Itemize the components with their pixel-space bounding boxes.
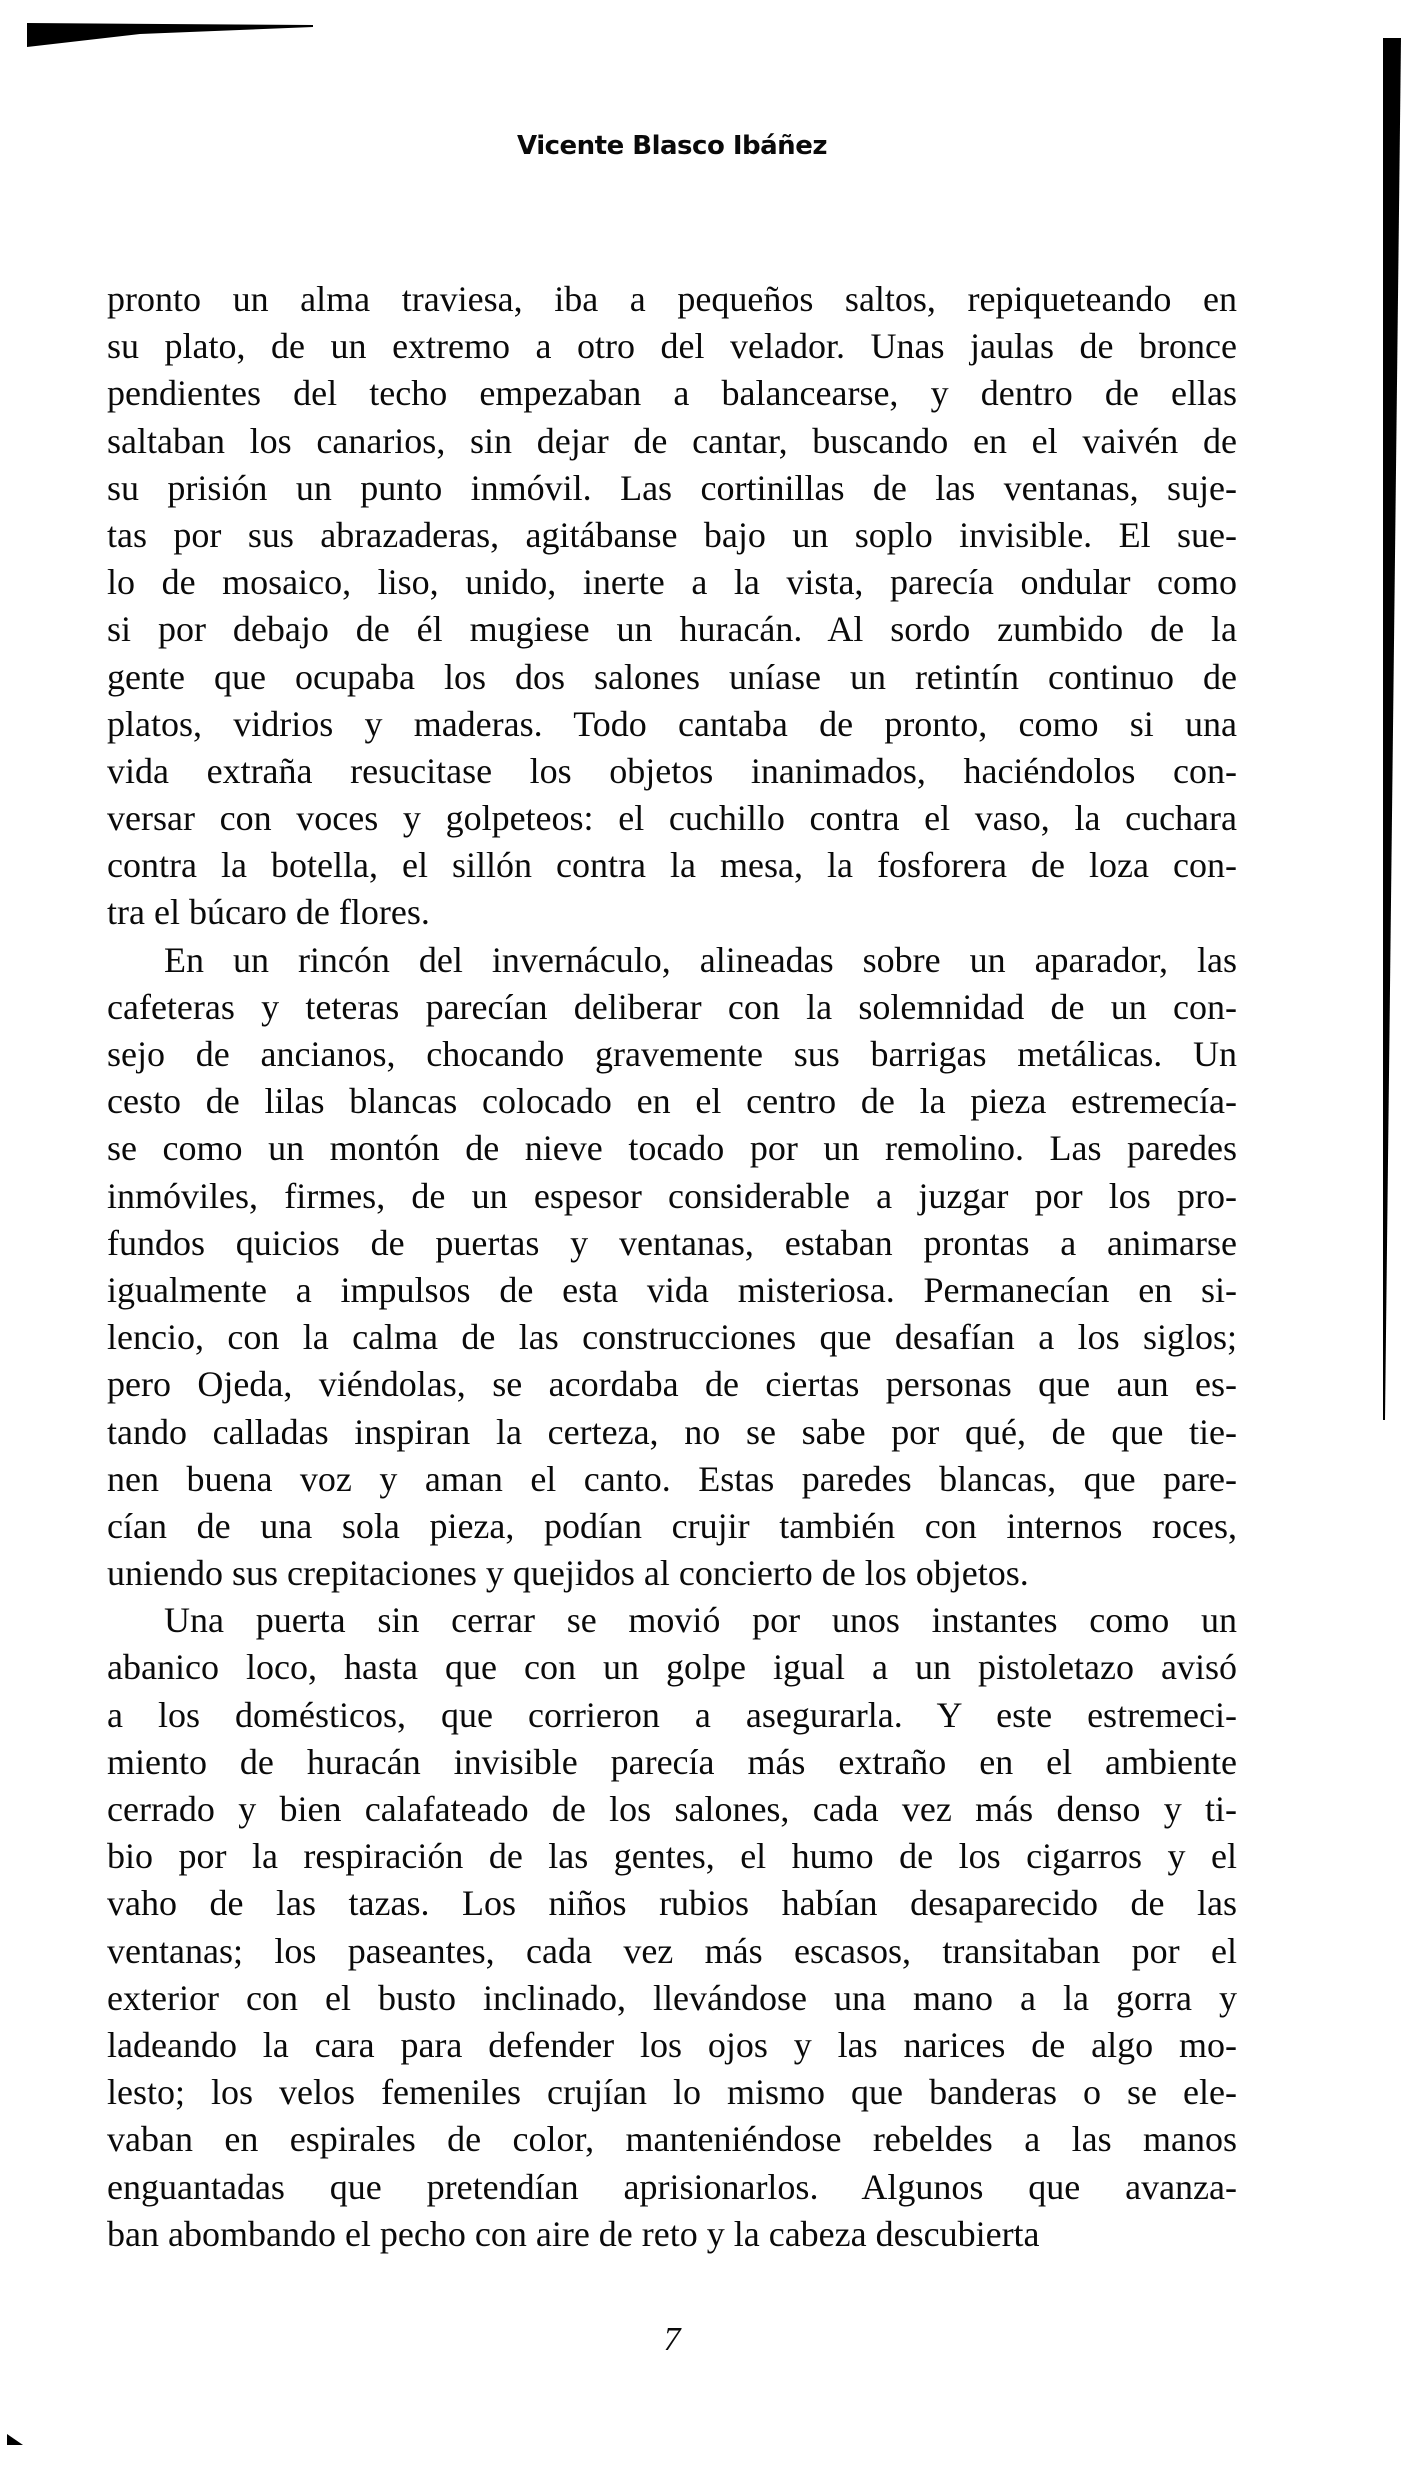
text-line: gente que ocupaba los dos salones uníase un retintín continuo de bbox=[107, 656, 1237, 697]
text-line: En un rincón del invernáculo, alineadas sobre un aparador, las bbox=[164, 939, 1237, 980]
text-line: abanico loco, hasta que con un golpe igual a un pistoletazo avisó bbox=[107, 1647, 1237, 1688]
text-line: ventanas; los paseantes, cada vez más escasos, transitaban por el bbox=[107, 1930, 1237, 1971]
paragraph bbox=[107, 937, 1237, 1598]
text-line: pronto un alma traviesa, iba a pequeños saltos, repiqueteando en bbox=[107, 279, 1237, 319]
right-edge-scan-shadow bbox=[1383, 38, 1401, 1420]
bottom-left-scan-mark bbox=[7, 2434, 23, 2445]
text-line: bio por la respiración de las gentes, el humo de los cigarros y el bbox=[107, 1836, 1237, 1877]
top-left-scan-shadow bbox=[27, 23, 313, 47]
text-line: nen buena voz y aman el canto. Estas paredes blancas, que pare- bbox=[107, 1458, 1237, 1499]
text-line: cesto de lilas blancas colocado en el centro de la pieza estremecía- bbox=[107, 1081, 1237, 1122]
text-line: vaban en espirales de color, manteniéndose rebeldes a las manos bbox=[107, 2119, 1237, 2160]
text-line: se como un montón de nieve tocado por un remolino. Las paredes bbox=[107, 1128, 1237, 1169]
text-line: lesto; los velos femeniles crujían lo mismo que banderas o se ele- bbox=[107, 2072, 1237, 2113]
text-line: sejo de ancianos, chocando gravemente sus barrigas metálicas. Un bbox=[107, 1034, 1237, 1074]
text-line: si por debajo de él mugiese un huracán. Al sordo zumbido de la bbox=[107, 609, 1237, 650]
paragraph bbox=[107, 276, 1237, 937]
body-text bbox=[107, 276, 1237, 2258]
text-line: contra la botella, el sillón contra la mesa, la fosforera de loza con- bbox=[107, 845, 1237, 886]
text-line: tas por sus abrazaderas, agitábanse bajo un soplo invisible. El sue- bbox=[107, 514, 1237, 555]
text-line: tra el búcaro de flores. bbox=[107, 892, 430, 933]
text-line: Una puerta sin cerrar se movió por unos instantes como un bbox=[164, 1600, 1237, 1641]
text-line: platos, vidrios y maderas. Todo cantaba de pronto, como si una bbox=[107, 703, 1237, 744]
text-line: pendientes del techo empezaban a balancearse, y dentro de ellas bbox=[107, 373, 1237, 414]
text-line: a los domésticos, que corrieron a asegurarla. Y este estremeci- bbox=[107, 1694, 1237, 1735]
page-number: 7 bbox=[663, 2321, 681, 2358]
text-line: lo de mosaico, liso, unido, inerte a la vista, parecía ondular como bbox=[107, 562, 1237, 603]
text-line: fundos quicios de puertas y ventanas, estaban prontas a animarse bbox=[107, 1222, 1237, 1263]
text-line: inmóviles, firmes, de un espesor considerable a juzgar por los pro- bbox=[107, 1175, 1237, 1216]
text-line: su prisión un punto inmóvil. Las cortinillas de las ventanas, suje- bbox=[107, 467, 1237, 508]
text-line: cafeteras y teteras parecían deliberar con la solemnidad de un con- bbox=[107, 986, 1237, 1027]
text-line: igualmente a impulsos de esta vida misteriosa. Permanecían en si- bbox=[107, 1269, 1237, 1310]
text-line: ban abombando el pecho con aire de reto y la cabeza descubierta bbox=[107, 2213, 1040, 2254]
text-line: cerrado y bien calafateado de los salones, cada vez más denso y ti- bbox=[107, 1789, 1237, 1829]
running-header-author: Vicente Blasco Ibáñez bbox=[517, 131, 827, 161]
text-line: miento de huracán invisible parecía más extraño en el ambiente bbox=[107, 1741, 1237, 1782]
text-line: uniendo sus crepitaciones y quejidos al concierto de los objetos. bbox=[107, 1553, 1029, 1594]
text-line: vida extraña resucitase los objetos inanimados, haciéndolos con- bbox=[107, 750, 1237, 791]
paragraph bbox=[107, 1597, 1237, 2258]
text-line: exterior con el busto inclinado, llevándose una mano a la gorra y bbox=[107, 1977, 1237, 2018]
text-line: lencio, con la calma de las construcciones que desafían a los siglos; bbox=[107, 1317, 1237, 1358]
text-line: saltaban los canarios, sin dejar de cantar, buscando en el vaivén de bbox=[107, 420, 1237, 461]
text-line: cían de una sola pieza, podían crujir también con internos roces, bbox=[107, 1505, 1237, 1546]
text-line: vaho de las tazas. Los niños rubios habían desaparecido de las bbox=[107, 1883, 1237, 1924]
text-line: versar con voces y golpeteos: el cuchillo contra el vaso, la cuchara bbox=[107, 798, 1237, 839]
text-line: pero Ojeda, viéndolas, se acordaba de ciertas personas que aun es- bbox=[107, 1364, 1237, 1405]
text-line: enguantadas que pretendían aprisionarlos. Algunos que avanza- bbox=[107, 2166, 1237, 2207]
text-line: ladeando la cara para defender los ojos y las narices de algo mo- bbox=[107, 2024, 1237, 2065]
text-line: tando calladas inspiran la certeza, no se sabe por qué, de que tie- bbox=[107, 1411, 1237, 1452]
text-line: su plato, de un extremo a otro del velador. Unas jaulas de bronce bbox=[107, 326, 1237, 367]
